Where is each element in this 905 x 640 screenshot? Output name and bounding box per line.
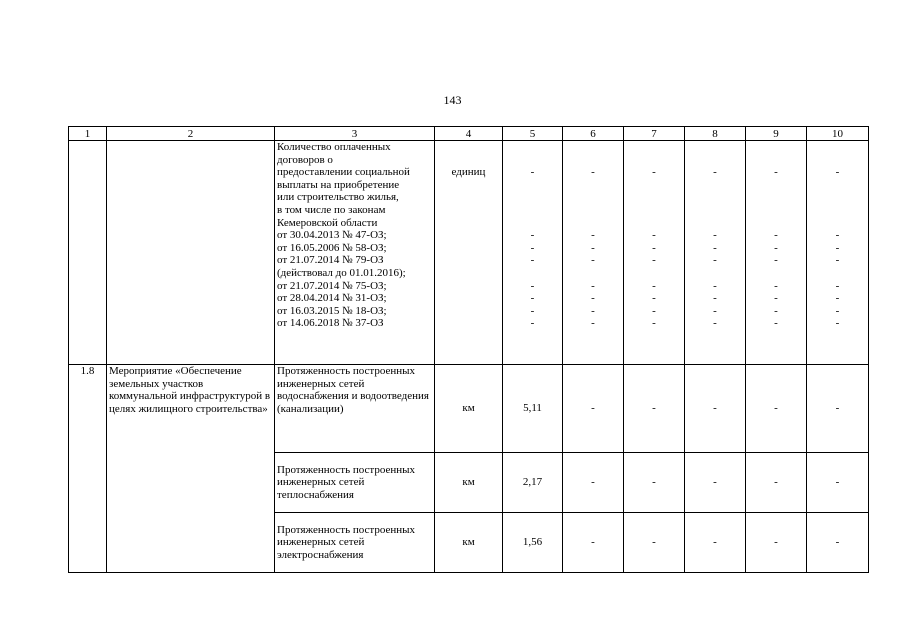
value-cell: -	[563, 453, 624, 513]
value: -	[591, 292, 595, 305]
value-cell: -	[624, 365, 685, 453]
indicator-line: от 30.04.2013 № 47-ОЗ;	[277, 229, 387, 242]
unit-cell: км	[435, 453, 503, 513]
row-number-cell	[69, 141, 107, 365]
column-number: 5	[503, 127, 563, 141]
value: -	[835, 241, 840, 254]
value: -	[530, 317, 535, 330]
indicator-cell	[275, 141, 435, 365]
column-number: 7	[624, 127, 685, 141]
indicator-line: от 14.06.2018 № 37-ОЗ	[277, 317, 384, 330]
value: -	[713, 317, 717, 330]
value: -	[835, 304, 840, 317]
page-number: 143	[443, 93, 462, 107]
value: -	[774, 166, 778, 179]
row-number-cell: 1.8	[69, 365, 107, 573]
indicator-line: или строительство жилья,	[277, 191, 399, 204]
unit-cell: км	[435, 365, 503, 453]
indicator-line: от 28.04.2014 № 31-ОЗ;	[277, 292, 387, 305]
indicator-cell: Протяженность построенных инженерных сетей теплоснабжения	[275, 453, 435, 513]
value: -	[591, 166, 595, 179]
value-cell: -	[685, 365, 746, 453]
value-cell: -	[746, 365, 807, 453]
value-cell: -	[685, 453, 746, 513]
indicator-line: Количество оплаченных	[277, 141, 391, 153]
value-cell	[563, 141, 624, 365]
indicator-cell: Протяженность построенных инженерных сетей водоснабжения и водоотведения (канализации)	[275, 365, 435, 453]
value: -	[652, 254, 656, 267]
value-cell	[685, 141, 746, 365]
indicator-line: Кемеровской области	[277, 216, 378, 229]
value-cell: -	[685, 513, 746, 573]
value: -	[835, 166, 840, 179]
value: -	[713, 254, 717, 267]
value: -	[591, 304, 595, 317]
value: -	[835, 254, 840, 267]
value: -	[835, 317, 840, 330]
indicator-line: предоставлении социальной	[277, 166, 410, 179]
column-number: 3	[275, 127, 435, 141]
value: -	[774, 279, 778, 292]
value-cell	[746, 141, 807, 365]
column-number: 10	[807, 127, 869, 141]
value: -	[835, 279, 840, 292]
value-cell: -	[746, 513, 807, 573]
value-cell	[807, 141, 869, 365]
value: -	[835, 292, 840, 305]
column-number: 1	[69, 127, 107, 141]
value-cell: -	[563, 365, 624, 453]
value-cell: -	[807, 513, 869, 573]
measure-cell	[107, 141, 275, 365]
value: -	[652, 292, 656, 305]
value: -	[652, 279, 656, 292]
value: -	[835, 229, 840, 242]
column-number: 9	[746, 127, 807, 141]
value-cell: 5,11	[503, 365, 563, 453]
indicator-cell: Протяженность построенных инженерных сетей электроснабжения	[275, 513, 435, 573]
column-number: 2	[107, 127, 275, 141]
indicator-line: от 21.07.2014 № 75-ОЗ;	[277, 279, 387, 292]
unit-cell: км	[435, 513, 503, 573]
value-cell: 1,56	[503, 513, 563, 573]
value: -	[713, 241, 717, 254]
column-number: 6	[563, 127, 624, 141]
value-cell: -	[746, 453, 807, 513]
unit-value: единиц	[451, 166, 486, 179]
column-number: 4	[435, 127, 503, 141]
indicator-line: от 16.05.2006 № 58-ОЗ;	[277, 241, 387, 254]
value: -	[713, 279, 717, 292]
value: -	[652, 229, 656, 242]
value: -	[713, 304, 717, 317]
column-number: 8	[685, 127, 746, 141]
value: -	[591, 229, 595, 242]
value: -	[652, 317, 656, 330]
indicator-line: в том числе по законам	[277, 203, 386, 216]
value: -	[530, 254, 535, 267]
value-cell: -	[807, 453, 869, 513]
value: -	[530, 304, 535, 317]
indicator-line: (действовал до 01.01.2016);	[277, 266, 406, 279]
value: -	[591, 317, 595, 330]
value: -	[591, 254, 595, 267]
program-indicators-table	[68, 126, 869, 573]
indicator-line: от 16.03.2015 № 18-ОЗ;	[277, 304, 387, 317]
value-cell: -	[807, 365, 869, 453]
value: -	[530, 279, 535, 292]
value-cell: -	[624, 513, 685, 573]
value-cell: -	[624, 453, 685, 513]
value: -	[774, 241, 778, 254]
value: -	[530, 241, 535, 254]
value: -	[774, 254, 778, 267]
value: -	[530, 229, 535, 242]
indicator-line: от 21.07.2014 № 79-ОЗ	[277, 254, 384, 267]
value-cell: -	[563, 513, 624, 573]
value: -	[652, 241, 656, 254]
value: -	[713, 229, 717, 242]
value-cell: 2,17	[503, 453, 563, 513]
value: -	[774, 292, 778, 305]
unit-cell	[435, 141, 503, 365]
value: -	[713, 166, 717, 179]
value-cell	[624, 141, 685, 365]
value: -	[530, 292, 535, 305]
value: -	[591, 241, 595, 254]
value: -	[774, 304, 778, 317]
value: -	[774, 229, 778, 242]
indicator-line: договоров о	[277, 153, 333, 166]
value: -	[591, 279, 595, 292]
value: -	[652, 304, 656, 317]
value: -	[530, 166, 535, 179]
value: -	[713, 292, 717, 305]
table-row	[69, 141, 869, 365]
column-number-header-row	[69, 127, 869, 141]
measure-cell: Мероприятие «Обеспечение земельных участков коммунальной инфраструктурой в целях жилищного строительства»	[107, 365, 275, 573]
value: -	[652, 166, 656, 179]
value: -	[774, 317, 778, 330]
table-row	[69, 365, 869, 453]
value-cell	[503, 141, 563, 365]
indicator-line: выплаты на приобретение	[277, 178, 400, 191]
